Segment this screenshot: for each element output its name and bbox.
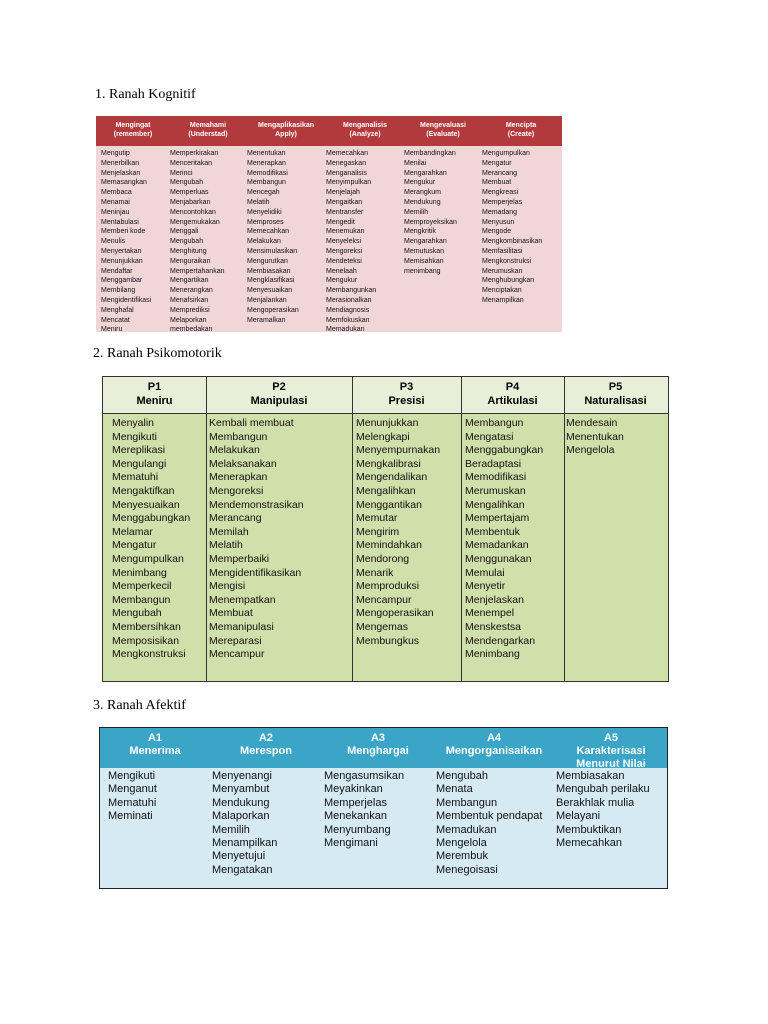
header-col-p1: P1 Meniru: [136, 381, 173, 407]
list-item: Merancang: [209, 512, 262, 525]
list-item: Mematuhi: [112, 471, 159, 484]
list-item: Kembali membuat: [209, 417, 294, 429]
list-item: Memproses: [247, 218, 284, 226]
header-col-a2: A2 Merespon: [240, 732, 292, 757]
list-item: Mengalihkan: [356, 484, 416, 497]
list-item: Mengidentifikasikan: [209, 566, 302, 579]
afektif-list-3: [324, 770, 404, 850]
list-item: Berakhlak mulia: [556, 796, 635, 809]
list-item: Menulis: [101, 238, 126, 246]
list-item: Menyalin: [112, 417, 155, 429]
list-item: Mengkombinasikan: [482, 238, 543, 246]
list-item: Menata: [436, 783, 473, 796]
list-item: Menimbang: [112, 566, 167, 579]
list-item: Mengkonstruksi: [482, 257, 532, 265]
list-item: Mendukung: [212, 796, 270, 809]
list-item: Membandingkan: [404, 150, 456, 157]
list-item: Memutuskan: [404, 247, 445, 255]
list-item: Menghafal: [101, 306, 134, 314]
list-item: Memproyeksikan: [404, 218, 457, 226]
column-divider: [206, 377, 207, 681]
list-item: Mengaktifkan: [112, 484, 175, 497]
list-item: Membentuk pendapat: [436, 810, 543, 823]
list-item: Merancang: [482, 169, 518, 177]
list-item: Mengkreasi: [482, 189, 519, 197]
list-item: Memasangkan: [101, 179, 147, 187]
list-item: Menyertakan: [101, 247, 142, 255]
list-item: Mengendalikan: [356, 471, 428, 484]
list-item: Mengklasifikasi: [247, 277, 295, 285]
list-item: Mencontohkan: [170, 208, 216, 216]
list-item: Mengurutkan: [247, 257, 288, 265]
list-item: Menempatkan: [209, 593, 276, 606]
list-item: Menilai: [404, 159, 427, 167]
list-item: Memposisikan: [112, 634, 180, 647]
list-item: Menamai: [101, 198, 130, 206]
list-item: Menimbang: [465, 648, 520, 661]
list-item: Menyelidiki: [247, 208, 282, 216]
list-item: Menghitung: [170, 247, 207, 255]
list-item: Memfasilitasi: [482, 247, 523, 255]
list-item: Memberi kode: [101, 228, 146, 236]
psikomotorik-list-5: [566, 417, 624, 458]
list-item: Mentransfer: [326, 208, 364, 216]
list-item: Membuktikan: [556, 823, 622, 836]
afektif-list-5: [556, 770, 650, 850]
list-item: Memperluas: [170, 189, 209, 197]
list-item: Membangun: [436, 796, 498, 809]
list-item: Mencampur: [209, 648, 265, 661]
list-item: Membangun: [112, 593, 171, 606]
psikomotorik-list-4: [465, 417, 543, 662]
list-item: Mencampur: [356, 593, 412, 606]
list-item: Mengukur: [326, 277, 358, 285]
list-item: Mendesain: [566, 417, 618, 429]
section-title-psikomotorik: 2. Ranah Psikomotorik: [93, 346, 222, 361]
list-item: Menelaah: [326, 267, 357, 275]
list-item: Mengubah: [436, 770, 488, 782]
header-col-a4: A4 Mengorganisaikan: [445, 732, 543, 757]
list-item: Menerapkan: [209, 471, 268, 484]
list-item: Menyetir: [465, 580, 506, 593]
list-item: Mendemonstrasikan: [209, 498, 304, 511]
list-item: Memperjelas: [482, 198, 523, 206]
list-item: Mempertahankan: [170, 267, 225, 275]
header-col-4: Menganalisis (Analyze): [343, 122, 387, 138]
list-item: Mengemukakan: [170, 218, 220, 226]
list-item: Membuat: [482, 179, 512, 187]
list-item: Memanipulasi: [209, 620, 274, 633]
list-item: Mengemas: [356, 620, 408, 633]
section-title-afektif: 3. Ranah Afektif: [93, 698, 186, 713]
list-item: Menceritakan: [170, 159, 213, 167]
list-item: Mengisi: [209, 580, 246, 593]
list-item: Mengutip: [101, 150, 130, 157]
list-item: Menyempurnakan: [356, 444, 441, 457]
list-item: Memfokuskan: [326, 316, 370, 324]
list-item: menimbang: [404, 267, 441, 275]
list-item: Mengatasi: [465, 430, 514, 443]
list-item: Menempel: [465, 607, 515, 620]
list-item: Menyumbang: [324, 823, 391, 836]
list-item: Mendiagnosis: [326, 306, 370, 314]
list-item: Menyenangi: [212, 770, 272, 782]
list-item: Menerapkan: [247, 159, 286, 167]
list-item: Mengubah: [112, 607, 162, 620]
list-item: Menyusun: [482, 218, 515, 226]
list-item: Meminati: [108, 810, 153, 823]
list-item: Mengode: [482, 228, 512, 236]
header-col-2: Memahami (Understad): [188, 122, 228, 138]
list-item: Mengidentifikasi: [101, 296, 152, 304]
list-item: Membaca: [101, 189, 132, 197]
list-item: Malaporkan: [212, 810, 270, 823]
list-item: Mendukung: [404, 198, 441, 206]
list-item: Mengoreksi: [209, 484, 264, 497]
list-item: Mengubah perilaku: [556, 783, 650, 796]
list-item: Menunjukkan: [101, 257, 143, 265]
list-item: Mereparasi: [209, 634, 262, 647]
afektif-list-2: [212, 770, 277, 877]
list-item: Memutar: [356, 512, 398, 525]
list-item: Memilah: [209, 525, 249, 538]
list-item: Menegaskan: [326, 159, 367, 167]
header-col-3: Mengaplikasikan Apply): [257, 122, 315, 138]
kognitif-list-5: [404, 149, 457, 276]
psikomotorik-list-1: [112, 417, 190, 662]
list-item: Menegoisasi: [436, 863, 498, 876]
list-item: Memulai: [465, 566, 505, 579]
list-item: Mendengarkan: [465, 634, 536, 647]
list-item: Mengikuti: [112, 430, 157, 443]
list-item: Merinci: [170, 169, 193, 177]
list-item: Mengarahkan: [404, 169, 447, 177]
kognitif-list-6: [482, 149, 542, 306]
list-item: Memecahkan: [326, 150, 369, 157]
list-item: Mengubah: [170, 238, 204, 246]
list-item: Menentukan: [247, 150, 286, 157]
list-item: Mensimulasikan: [247, 247, 298, 255]
list-item: Melengkapi: [356, 430, 410, 443]
table-kognitif-header: [96, 116, 562, 146]
list-item: Mendeteksi: [326, 257, 362, 265]
kognitif-list-1: [101, 149, 151, 335]
list-item: Mengatur: [112, 539, 157, 552]
list-item: Mendaftar: [101, 267, 133, 275]
list-item: Mengimani: [324, 837, 378, 850]
list-item: Menggunakan: [465, 552, 532, 565]
list-item: Memperjelas: [324, 796, 387, 809]
list-item: Memodifikasi: [465, 471, 527, 484]
list-item: Mengedit: [326, 218, 355, 226]
afektif-list-4: [436, 770, 542, 877]
section-title-kognitif: 1. Ranah Kognitif: [95, 87, 196, 102]
list-item: Menggambar: [101, 277, 143, 285]
list-item: Mencegah: [247, 189, 280, 197]
list-item: Mengoperasikan: [247, 306, 299, 314]
list-item: Memperkirakan: [170, 150, 219, 157]
list-item: Mengaitkan: [326, 198, 363, 206]
header-col-p5: P5 Naturalisasi: [584, 381, 647, 407]
list-item: Menarik: [356, 566, 394, 579]
list-item: Memproduksi: [356, 580, 420, 593]
list-item: Membentuk: [465, 525, 520, 538]
list-item: Menjelaskan: [101, 169, 141, 177]
list-item: Membersihkan: [112, 620, 181, 633]
list-item: Mengatakan: [212, 863, 273, 876]
list-item: Meniru: [101, 326, 123, 334]
kognitif-list-3: [247, 149, 299, 325]
list-item: Menerbilkan: [101, 159, 140, 167]
kognitif-list-4: [326, 149, 376, 335]
list-item: Mengalihkan: [465, 498, 525, 511]
header-col-6: Mencipta (Create): [505, 122, 537, 138]
list-item: Menjabarkan: [170, 198, 211, 206]
list-item: Merembuk: [436, 850, 488, 863]
header-col-a1: A1 Menerima: [129, 732, 181, 757]
table-psikomotorik: [102, 376, 669, 682]
list-item: Memecahkan: [247, 228, 290, 236]
kognitif-list-2: [170, 149, 224, 335]
list-item: Meyakinkan: [324, 783, 383, 796]
list-item: Memindahkan: [356, 539, 422, 552]
column-divider: [352, 377, 353, 681]
list-item: Mengukur: [404, 179, 436, 187]
table-kognitif: [96, 116, 562, 332]
list-item: Mengkritik: [404, 228, 436, 236]
list-item: Memecahkan: [556, 837, 623, 850]
list-item: Memadang: [482, 208, 518, 216]
list-item: Menekankan: [324, 810, 387, 823]
list-item: Memisahkan: [404, 257, 444, 265]
list-item: Mereplikasi: [112, 444, 166, 457]
list-item: Mengubah: [170, 179, 204, 187]
list-item: Mengkalibrasi: [356, 457, 421, 470]
list-item: Mencatat: [101, 316, 130, 324]
list-item: Menyetujui: [212, 850, 266, 863]
list-item: Menganalisis: [326, 169, 367, 177]
list-item: Memperbaiki: [209, 552, 270, 565]
list-item: Mentabulasi: [101, 218, 139, 226]
list-item: Beradaptasi: [465, 457, 522, 470]
list-item: Melaporkan: [170, 316, 207, 324]
table-afektif-header: [100, 728, 667, 768]
list-item: Mengatur: [482, 159, 512, 167]
header-col-1: Mengingat (remember): [113, 122, 153, 138]
list-item: Merangkum: [404, 189, 441, 197]
list-item: Meninjau: [101, 208, 130, 216]
list-item: Menjalankan: [247, 296, 287, 304]
list-item: Melamar: [112, 525, 153, 538]
list-item: Melakukan: [209, 444, 260, 457]
list-item: Menafsirkan: [170, 296, 209, 304]
list-item: Membiasakan: [247, 267, 291, 275]
list-item: Mendorong: [356, 552, 410, 565]
afektif-list-1: [108, 770, 157, 824]
list-item: Menyeleksi: [326, 238, 362, 246]
list-item: Membungkus: [356, 634, 420, 647]
list-item: Mengumpulkan: [112, 552, 184, 565]
list-item: Mengkonstruksi: [112, 648, 186, 661]
list-item: Menampilkan: [212, 837, 278, 850]
list-item: Menentukan: [566, 430, 624, 443]
list-item: Menganut: [108, 783, 157, 796]
column-divider: [564, 377, 565, 681]
list-item: Merumuskan: [465, 484, 526, 497]
header-col-a5: A5 Karakterisasi Menurut Nilai: [576, 732, 646, 770]
list-item: Menguraikan: [170, 257, 211, 265]
column-divider: [461, 377, 462, 681]
list-item: Mematuhi: [108, 796, 157, 809]
list-item: Mengoperasikan: [356, 607, 434, 620]
list-item: Menjelajah: [326, 189, 360, 197]
psikomotorik-list-2: [209, 417, 304, 662]
header-col-p4: P4 Artikulasi: [487, 381, 538, 407]
list-item: Mengartikan: [170, 277, 209, 285]
list-item: Merasionalkan: [326, 296, 372, 304]
list-item: Merumuskan: [482, 267, 523, 275]
list-item: Menghubungkan: [482, 277, 535, 285]
list-item: Mengumpulkan: [482, 150, 530, 157]
list-item: Menyimpulkan: [326, 179, 372, 187]
list-item: Menyesuaikan: [247, 287, 293, 295]
list-item: Mengelola: [566, 444, 615, 457]
list-item: Menyesuaikan: [112, 498, 180, 511]
header-col-a3: A3 Menghargai: [347, 732, 409, 757]
list-item: Mengikuti: [108, 770, 156, 782]
list-item: Menampilkan: [482, 296, 524, 304]
header-col-5: Mengevaluasi (Evaluate): [420, 122, 466, 138]
list-item: Menemukan: [326, 228, 365, 236]
list-item: Mengoreksi: [326, 247, 363, 255]
list-item: Mengasumsikan: [324, 770, 405, 782]
list-item: Mengarahkan: [404, 238, 447, 246]
list-item: Menyambut: [212, 783, 270, 796]
list-item: Memprediksi: [170, 306, 210, 314]
list-item: Mengirim: [356, 525, 400, 538]
list-item: Membilang: [101, 287, 136, 295]
header-col-p3: P3 Presisi: [388, 381, 425, 407]
table-psikomotorik-header: [103, 377, 668, 414]
list-item: Memperkecil: [112, 580, 172, 593]
list-item: Melatih: [247, 198, 270, 206]
list-item: Menjelaskan: [465, 593, 524, 606]
list-item: Melayani: [556, 810, 601, 823]
list-item: Memilih: [404, 208, 429, 216]
list-item: Meramalkan: [247, 316, 286, 324]
list-item: Memadukan: [326, 326, 365, 334]
list-item: Menciptakan: [482, 287, 522, 295]
list-item: Menggabungkan: [465, 444, 544, 457]
header-col-p2: P2 Manipulasi: [250, 381, 308, 407]
list-item: Menerangkan: [170, 287, 213, 295]
list-item: Menggabungkan: [112, 512, 191, 525]
list-item: Melakukan: [247, 238, 281, 246]
list-item: Memadukan: [436, 823, 497, 836]
list-item: Memilih: [212, 823, 250, 836]
list-item: Menggantikan: [356, 498, 422, 511]
list-item: Memodifikasi: [247, 169, 288, 177]
list-item: Menggali: [170, 228, 199, 236]
psikomotorik-list-3: [356, 417, 440, 648]
list-item: Mengelola: [436, 837, 487, 850]
list-item: Menunjukkan: [356, 417, 419, 429]
list-item: membedakan: [170, 326, 213, 334]
list-item: Membangunkan: [326, 287, 377, 295]
list-item: Membangun: [465, 417, 524, 429]
list-item: Melaksanakan: [209, 457, 277, 470]
list-item: Membiasakan: [556, 770, 625, 782]
list-item: Membangun: [209, 430, 268, 443]
list-item: Melatih: [209, 539, 243, 552]
list-item: Mempertajam: [465, 512, 530, 525]
list-item: Menskestsa: [465, 620, 522, 633]
table-afektif: [99, 727, 668, 889]
list-item: Mengulangi: [112, 457, 167, 470]
list-item: Membuat: [209, 607, 253, 620]
list-item: Memadankan: [465, 539, 529, 552]
list-item: Membangun: [247, 179, 286, 187]
